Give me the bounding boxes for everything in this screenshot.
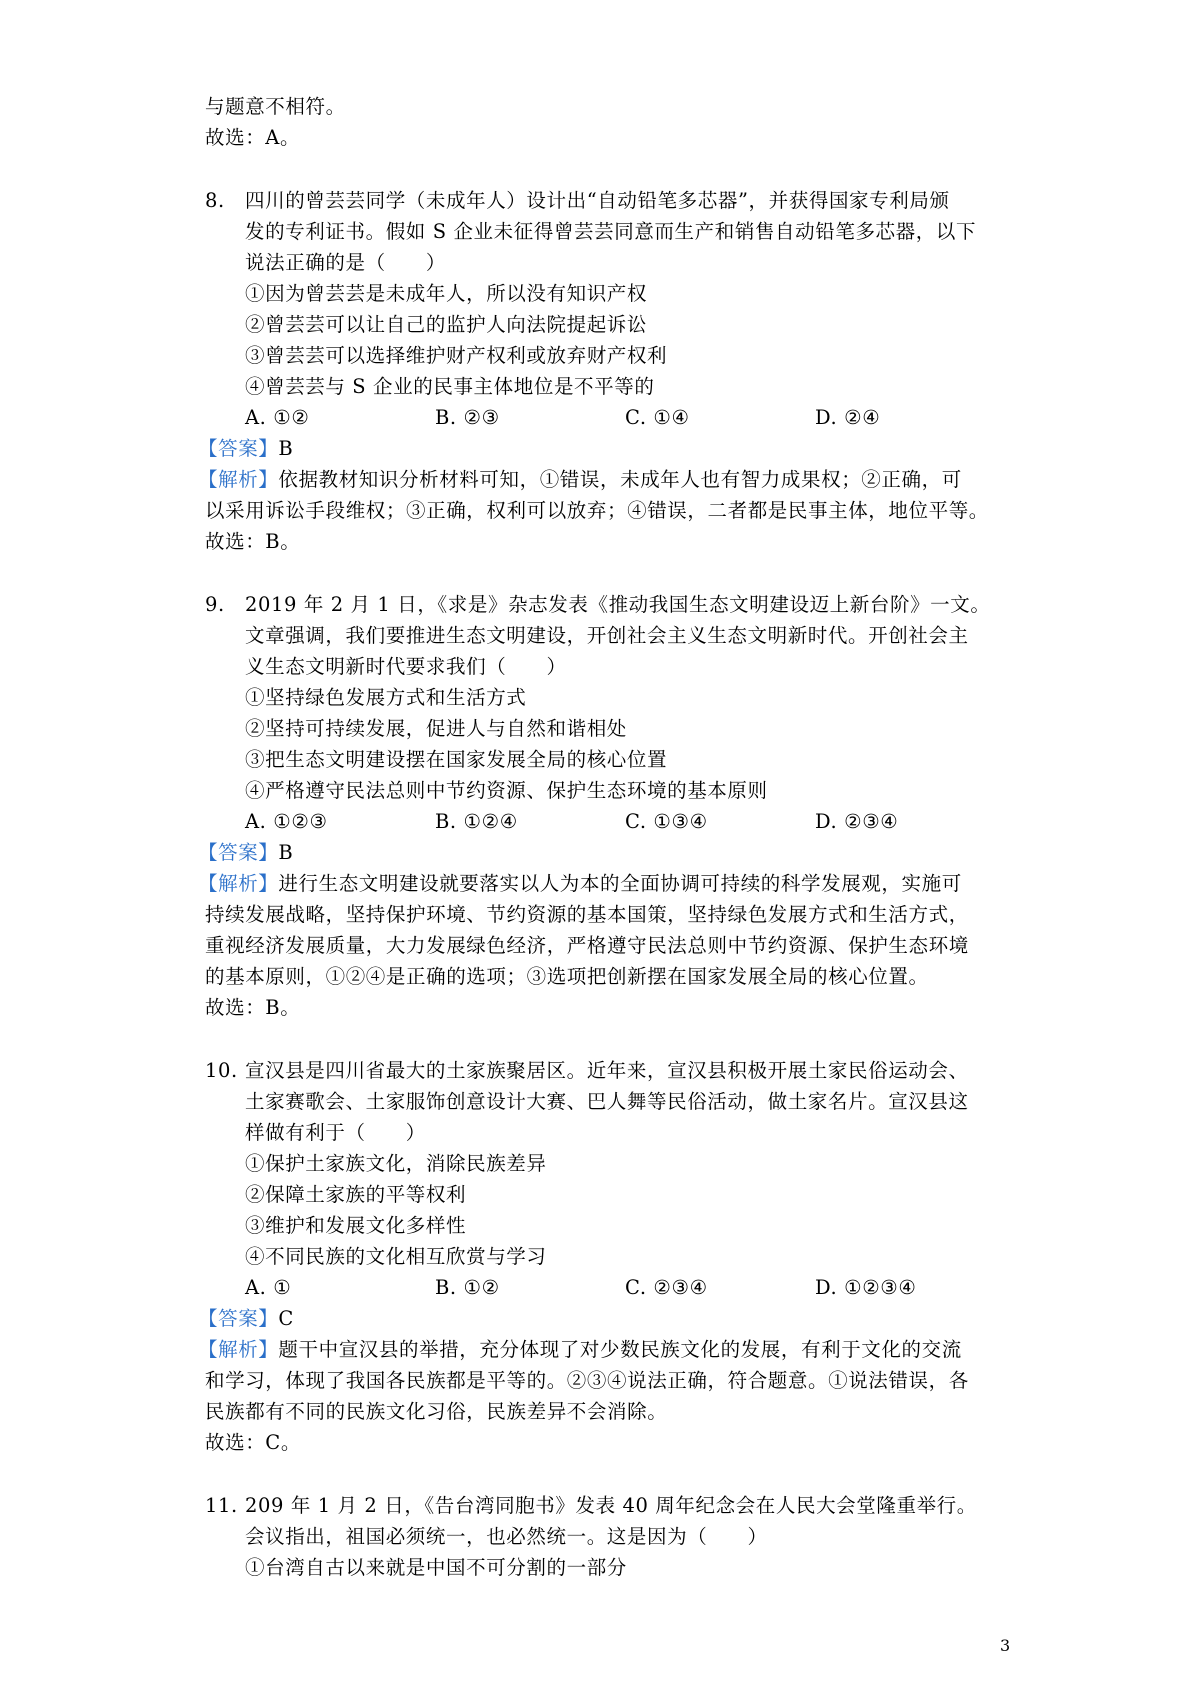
q11-stem-line-2: 会议指出，祖国必须统一，也必然统一。这是因为（ ） [245, 1525, 768, 1548]
q8-option-b: B. ②③ [435, 406, 500, 429]
q9-answer-value: B [278, 841, 294, 864]
q10-answer-value: C [278, 1307, 294, 1330]
q9-analysis-line-1 [198, 869, 962, 899]
q9-item-1: ①坚持绿色发展方式和生活方式 [245, 686, 527, 709]
q8-choose: 故选：B。 [205, 530, 301, 553]
q9-item-2: ②坚持可持续发展，促进人与自然和谐相处 [245, 717, 627, 740]
q9-option-a: A. ①②③ [245, 810, 328, 833]
q9-analysis-line-3: 重视经济发展质量，大力发展绿色经济，严格遵守民法总则中节约资源、保护生态环境 [205, 934, 969, 957]
q9-analysis-tag: 【解析】 [198, 872, 279, 895]
prev-tail: 与题意不相符。 [205, 95, 346, 118]
q8-item-1: ①因为曾芸芸是未成年人，所以没有知识产权 [245, 282, 648, 305]
q8-answer [198, 434, 293, 464]
q9-analysis-text-1: 进行生态文明建设就要落实以人为本的全面协调可持续的科学发展观，实施可 [278, 872, 962, 895]
q8-analysis-line-2: 以采用诉讼手段维权；③正确，权利可以放弃；④错误，二者都是民事主体，地位平等。 [205, 499, 989, 522]
q10-stem-line-3: 样做有利于（ ） [245, 1121, 426, 1144]
q10-option-c: C. ②③④ [625, 1276, 708, 1299]
q8-option-d: D. ②④ [815, 406, 881, 429]
q8-answer-value: B [278, 437, 294, 460]
q8-item-2: ②曾芸芸可以让自己的监护人向法院提起诉讼 [245, 313, 648, 336]
q10-option-b: B. ①② [435, 1276, 500, 1299]
q10-option-a: A. ① [245, 1276, 292, 1299]
q8-number: 8. [205, 189, 225, 212]
q9-option-c: C. ①③④ [625, 810, 708, 833]
q10-analysis-line-3: 民族都有不同的民族文化习俗，民族差异不会消除。 [205, 1400, 668, 1423]
q9-analysis-line-2: 持续发展战略，坚持保护环境、节约资源的基本国策，坚持绿色发展方式和生活方式， [205, 903, 969, 926]
q10-analysis-line-2: 和学习，体现了我国各民族都是平等的。②③④说法正确，符合题意。①说法错误，各 [205, 1369, 969, 1392]
q10-stem-line-1: 宣汉县是四川省最大的土家族聚居区。近年来，宣汉县积极开展土家民俗运动会、 [245, 1059, 969, 1082]
q8-stem-line-3: 说法正确的是（ ） [245, 251, 447, 274]
q8-answer-tag: 【答案】 [198, 437, 279, 460]
q10-analysis-text-1: 题干中宣汉县的举措，充分体现了对少数民族文化的发展，有利于文化的交流 [278, 1338, 962, 1361]
q10-number: 10. [205, 1059, 238, 1082]
q9-stem-line-2: 文章强调，我们要推进生态文明建设，开创社会主义生态文明新时代。开创社会主 [245, 624, 969, 647]
q10-analysis-tag: 【解析】 [198, 1338, 279, 1361]
q9-choose: 故选：B。 [205, 996, 301, 1019]
q8-stem-line-1: 四川的曾芸芸同学（未成年人）设计出“自动铅笔多芯器”，并获得国家专利局颁 [245, 189, 950, 212]
q8-analysis-line-1 [198, 465, 962, 495]
q10-choose: 故选：C。 [205, 1431, 301, 1454]
q9-stem-line-3: 义生态文明新时代要求我们（ ） [245, 655, 567, 678]
q8-stem-line-2: 发的专利证书。假如 S 企业未征得曾芸芸同意而生产和销售自动铅笔多芯器，以下 [245, 220, 977, 243]
q11-item-1: ①台湾自古以来就是中国不可分割的一部分 [245, 1556, 627, 1579]
q8-option-c: C. ①④ [625, 406, 690, 429]
q10-answer-tag: 【答案】 [198, 1307, 279, 1330]
q10-item-3: ③维护和发展文化多样性 [245, 1214, 467, 1237]
q9-stem-line-1: 2019 年 2 月 1 日，《求是》杂志发表《推动我国生态文明建设迈上新台阶》一文。 [245, 593, 991, 616]
q10-analysis-line-1 [198, 1335, 962, 1365]
q9-item-3: ③把生态文明建设摆在国家发展全局的核心位置 [245, 748, 668, 771]
q9-option-d: D. ②③④ [815, 810, 899, 833]
q10-item-2: ②保障土家族的平等权利 [245, 1183, 467, 1206]
q9-answer-tag: 【答案】 [198, 841, 279, 864]
q9-analysis-line-4: 的基本原则，①②④是正确的选项；③选项把创新摆在国家发展全局的核心位置。 [205, 965, 929, 988]
q9-answer [198, 838, 293, 868]
q11-stem-line-1: 209 年 1 月 2 日，《告台湾同胞书》发表 40 周年纪念会在人民大会堂隆重举行。 [245, 1494, 977, 1517]
q10-option-d: D. ①②③④ [815, 1276, 917, 1299]
q8-item-3: ③曾芸芸可以选择维护财产权利或放弃财产权利 [245, 344, 668, 367]
q10-stem-line-2: 土家赛歌会、土家服饰创意设计大赛、巴人舞等民俗活动，做土家名片。宣汉县这 [245, 1090, 969, 1113]
q8-item-4: ④曾芸芸与 S 企业的民事主体地位是不平等的 [245, 375, 655, 398]
q8-option-a: A. ①② [245, 406, 310, 429]
q8-analysis-tag: 【解析】 [198, 468, 279, 491]
q9-number: 9. [205, 593, 225, 616]
q9-item-4: ④严格遵守民法总则中节约资源、保护生态环境的基本原则 [245, 779, 768, 802]
q11-number: 11. [205, 1494, 238, 1517]
page-number: 3 [1000, 1636, 1011, 1655]
q10-item-4: ④不同民族的文化相互欣赏与学习 [245, 1245, 547, 1268]
q10-answer [198, 1304, 294, 1334]
q10-item-1: ①保护土家族文化，消除民族差异 [245, 1152, 547, 1175]
prev-choose: 故选：A。 [205, 126, 301, 149]
q8-analysis-text-1: 依据教材知识分析材料可知，①错误，未成年人也有智力成果权；②正确，可 [278, 468, 962, 491]
q9-option-b: B. ①②④ [435, 810, 518, 833]
